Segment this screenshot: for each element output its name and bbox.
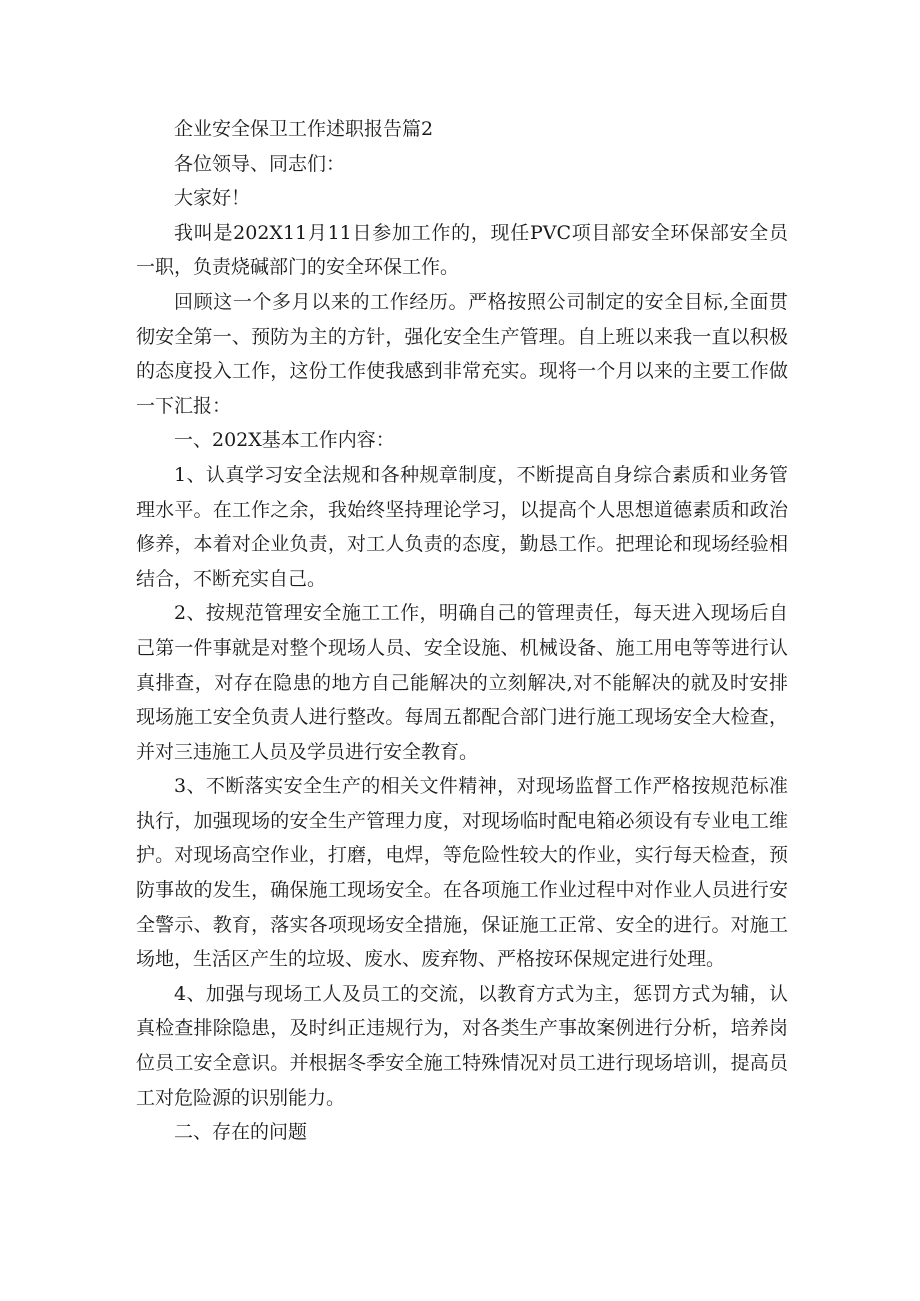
document-body	[136, 112, 788, 1150]
paragraph-item-2: 2、按规范管理安全施工工作，明确自己的管理责任，每天进入现场后自己第一件事就是对整个现场人员、安全设施、机械设备、施工用电等等进行认真排查，对存在隐患的地方自己能解决的立刻解决,对不能解决的就及时安排现场施工安全负责人进行整改。每周五都配合部门进行施工现场安全大检查，并对三违施工人员及学员进行安全教育。	[136, 602, 788, 763]
section-heading-work-content: 一、202X基本工作内容：	[174, 429, 395, 452]
paragraph-item-3: 3、不断落实安全生产的相关文件精神，对现场监督工作严格按规范标准执行，加强现场的安全生产管理力度，对现场临时配电箱必须设有专业电工维护。对现场高空作业，打磨，电焊，等危险性较大的作业，实行每天检查，预防事故的发生，确保施工现场安全。在各项施工作业过程中对作业人员进行安全警示、教育，落实各项现场安全措施，保证施工正常、安全的进行。对施工场地，生活区产生的垃圾、废水、废弃物、严格按环保规定进行处理。	[136, 775, 788, 971]
salutation: 各位领导、同志们：	[174, 152, 346, 175]
paragraph-item-1: 1、认真学习安全法规和各种规章制度，不断提高自身综合素质和业务管理水平。在工作之余，我始终坚持理论学习，以提高个人思想道德素质和政治修养，本着对企业负责，对工人负责的态度，勤恳工作。把理论和现场经验相结合，不断充实自己。	[136, 463, 788, 590]
document-title: 企业安全保卫工作述职报告篇2	[174, 118, 434, 140]
paragraph-review: 回顾这一个多月以来的工作经历。严格按照公司制定的安全目标,全面贯彻安全第一、预防为主的方针，强化安全生产管理。自上班以来我一直以积极的态度投入工作，这份工作使我感到非常充实。现将一个月以来的主要工作做一下汇报：	[136, 290, 788, 417]
section-heading-problems: 二、存在的问题	[174, 1121, 308, 1144]
greeting: 大家好！	[174, 187, 251, 210]
paragraph-intro: 我叫是202X11月11日参加工作的，现任PVC项目部安全环保部安全员一职，负责烧碱部门的安全环保工作。	[136, 221, 788, 279]
paragraph-item-4: 4、加强与现场工人及员工的交流，以教育方式为主，惩罚方式为辅，认真检查排除隐患，及时纠正违规行为，对各类生产事故案例进行分析，培养岗位员工安全意识。并根据冬季安全施工特殊情况对员工进行现场培训，提高员工对危险源的识别能力。	[136, 982, 788, 1109]
